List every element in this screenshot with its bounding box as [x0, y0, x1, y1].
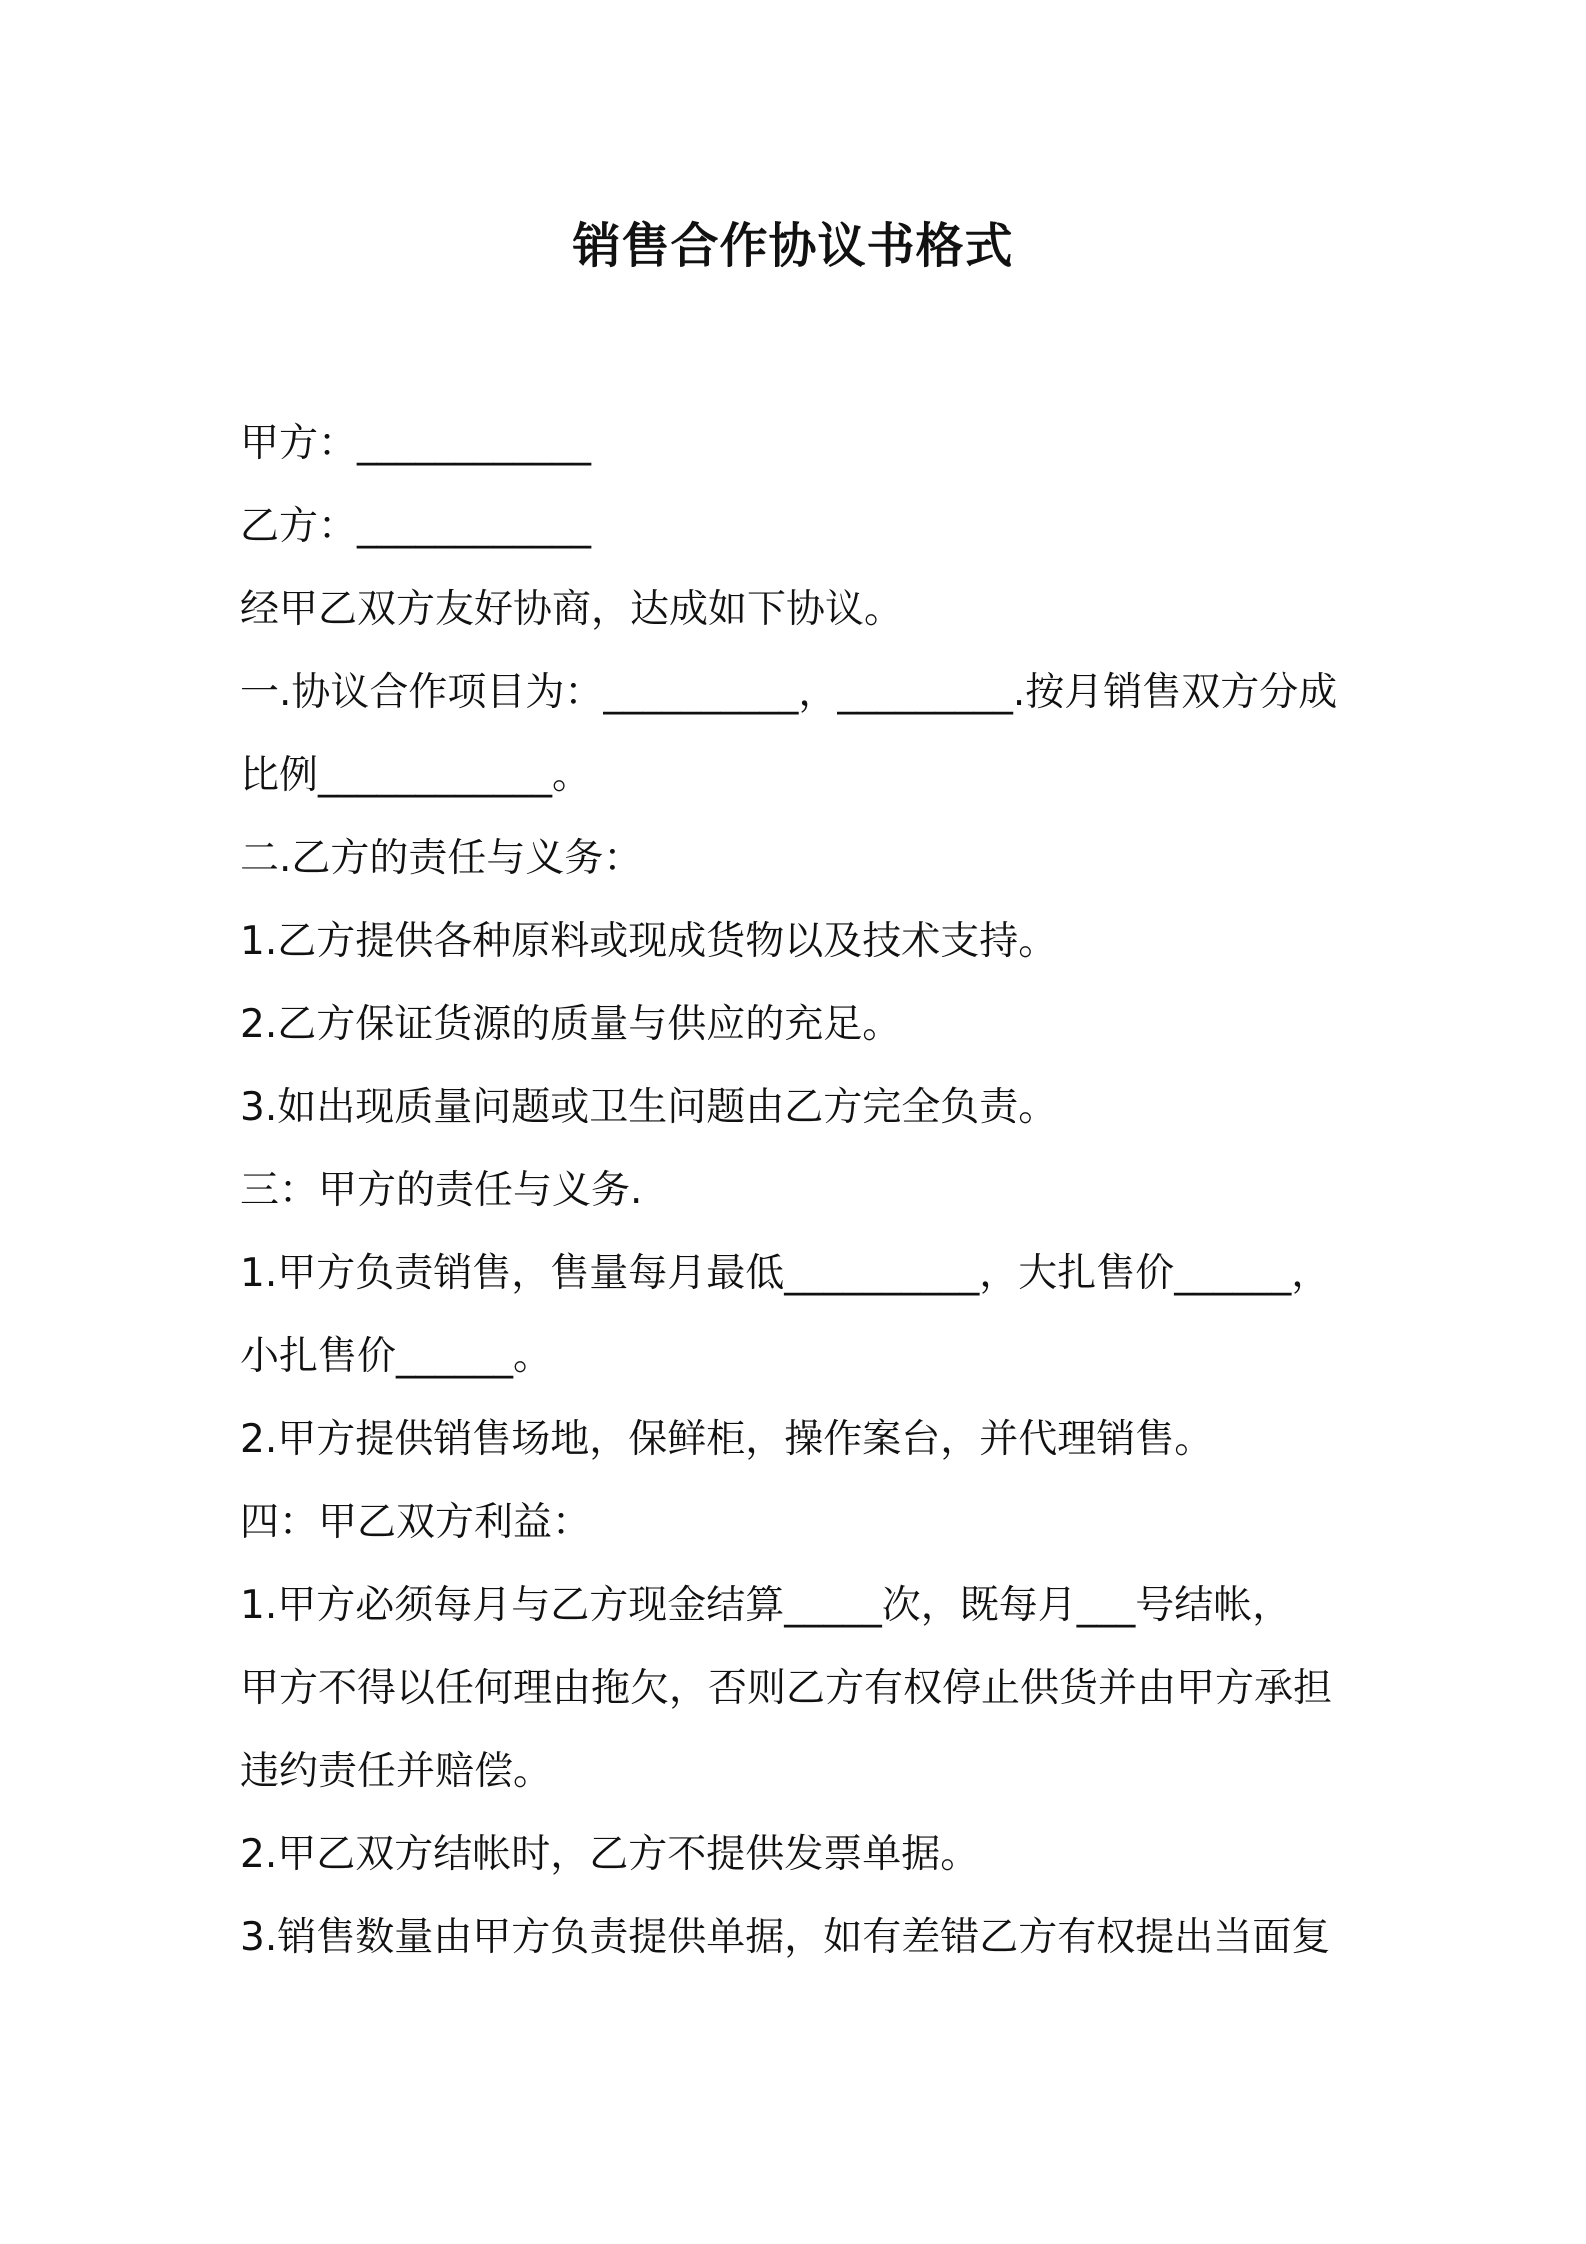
- section-2-item-1: 1.乙方提供各种原料或现成货物以及技术支持。: [240, 919, 1058, 964]
- party-b-line: 乙方：____________: [240, 504, 592, 549]
- clause-1-continued-line: 比例____________。: [240, 753, 592, 798]
- section-2-item-2: 2.乙方保证货源的质量与供应的充足。: [240, 1002, 902, 1047]
- section-3-item-1-continued: 小扎售价______。: [240, 1334, 553, 1379]
- document-body: [240, 402, 1360, 1979]
- party-a-line: 甲方：____________: [240, 421, 592, 466]
- section-2-heading: 二.乙方的责任与义务：: [240, 836, 643, 881]
- section-3-item-1: 1.甲方负责销售，售量每月最低__________，大扎售价______，: [240, 1251, 1331, 1296]
- section-4-item-1: 1.甲方必须每月与乙方现金结算_____次，既每月___号结帐，: [240, 1583, 1292, 1628]
- section-3-item-2: 2.甲方提供销售场地，保鲜柜，操作案台，并代理销售。: [240, 1417, 1214, 1462]
- section-4-item-1-continued: 甲方不得以任何理由拖欠，否则乙方有权停止供货并由甲方承担: [240, 1666, 1333, 1711]
- section-4-heading: 四：甲乙双方利益：: [240, 1500, 592, 1545]
- intro-line: 经甲乙双方友好协商，达成如下协议。: [240, 587, 904, 632]
- section-4-item-3: 3.销售数量由甲方负责提供单据，如有差错乙方有权提出当面复: [240, 1915, 1331, 1960]
- clause-1-line: 一.协议合作项目为：__________，_________.按月销售双方分成: [240, 670, 1338, 715]
- section-3-heading: 三：甲方的责任与义务.: [240, 1168, 643, 1213]
- section-2-item-3: 3.如出现质量问题或卫生问题由乙方完全负责。: [240, 1085, 1058, 1130]
- section-4-item-1-continued-2: 违约责任并赔偿。: [240, 1749, 553, 1794]
- section-4-item-2: 2.甲乙双方结帐时，乙方不提供发票单据。: [240, 1832, 980, 1877]
- document-title: 销售合作协议书格式: [572, 218, 1014, 274]
